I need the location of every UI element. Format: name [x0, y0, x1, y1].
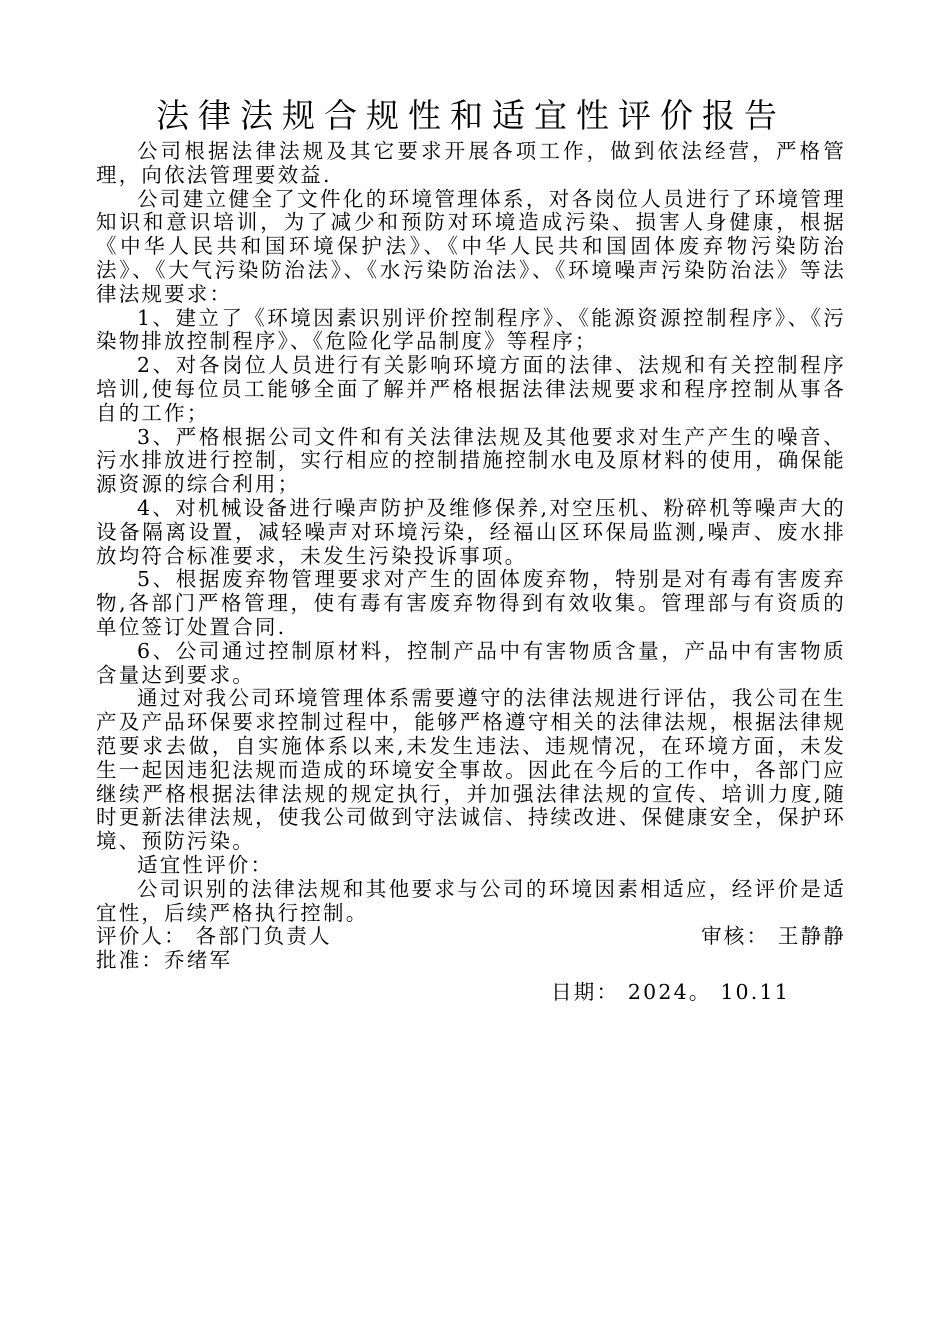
paragraph-item-2: 2、对各岗位人员进行有关影响环境方面的法律、法规和有关控制程序培训,使每位员工能够全面了解并严格根据法律法规要求和程序控制从事各自的工作；	[96, 353, 846, 425]
paragraph-item-6: 6、公司通过控制原材料，控制产品中有害物质含量，产品中有害物质含量达到要求。	[96, 638, 846, 687]
paragraph-item-4: 4、对机械设备进行噪声防护及维修保养,对空压机、粉碎机等噪声大的设备隔离设置，减轻噪声对环境污染，经福山区环保局监测,噪声、废水排放均符合标准要求，未发生污染投诉事项。	[96, 495, 846, 568]
paragraph-item-1: 1、建立了《环境因素识别评价控制程序》、《能源资源控制程序》、《污染物排放控制程序》、《危险化学品制度》等程序；	[96, 305, 846, 354]
suitability-text: 公司识别的法律法规和其他要求与公司的环境因素相适应，经评价是适宜性，后续严格执行控制。	[96, 876, 846, 925]
document-page	[96, 92, 846, 1005]
date-label: 日期： 2024。 10.11	[551, 979, 790, 1004]
reviewer-label: 审核： 王静静	[701, 924, 846, 949]
approver-row	[96, 949, 846, 973]
approver-label: 批准：乔绪军	[96, 948, 233, 973]
suitability-heading: 适宜性评价：	[137, 852, 274, 877]
evaluator-label: 评价人： 各部门负责人	[96, 924, 332, 949]
signature-row	[96, 925, 846, 949]
paragraph-item-5: 5、根据废弃物管理要求对产生的固体废弃物，特别是对有毒有害废弃物,各部门严格管理，使有毒有害废弃物得到有效收集。管理部与有资质的单位签订处置合同.	[96, 567, 846, 639]
document-title: 法律法规合规性和适宜性评价报告	[156, 96, 786, 135]
paragraph-system: 公司建立健全了文件化的环境管理体系，对各岗位人员进行了环境管理知识和意识培训，为了减少和预防对环境造成污染、损害人身健康，根据《中华人民共和国环境保护法》、《中华人民共和国固体废弃物污染防治法》、《大气污染防治法》、《水污染防治法》、《环境噪声污染防治法》等法律法规要求：	[96, 186, 846, 306]
paragraph-intro: 公司根据法律法规及其它要求开展各项工作，做到依法经营，严格管理，向依法管理要效益.	[96, 139, 846, 187]
paragraph-evaluation: 通过对我公司环境管理体系需要遵守的法律法规进行评估，我公司在生产及产品环保要求控制过程中，能够严格遵守相关的法律法规，根据法律规范要求去做，自实施体系以来,未发生违法、违规情况，在环境方面，未发生一起因违犯法规而造成的环境安全事故。因此在今后的工作中，各部门应继续严格根据法律法规的规定执行，并加强法律法规的宣传、培训力度,随时更新法律法规，使我公司做到守法诚信、持续改进、保健康安全，保护环境、预防污染。	[96, 686, 846, 854]
paragraph-item-3: 3、严格根据公司文件和有关法律法规及其他要求对生产产生的噪音、污水排放进行控制，实行相应的控制措施控制水电及原材料的使用，确保能源资源的综合利用；	[96, 424, 846, 497]
